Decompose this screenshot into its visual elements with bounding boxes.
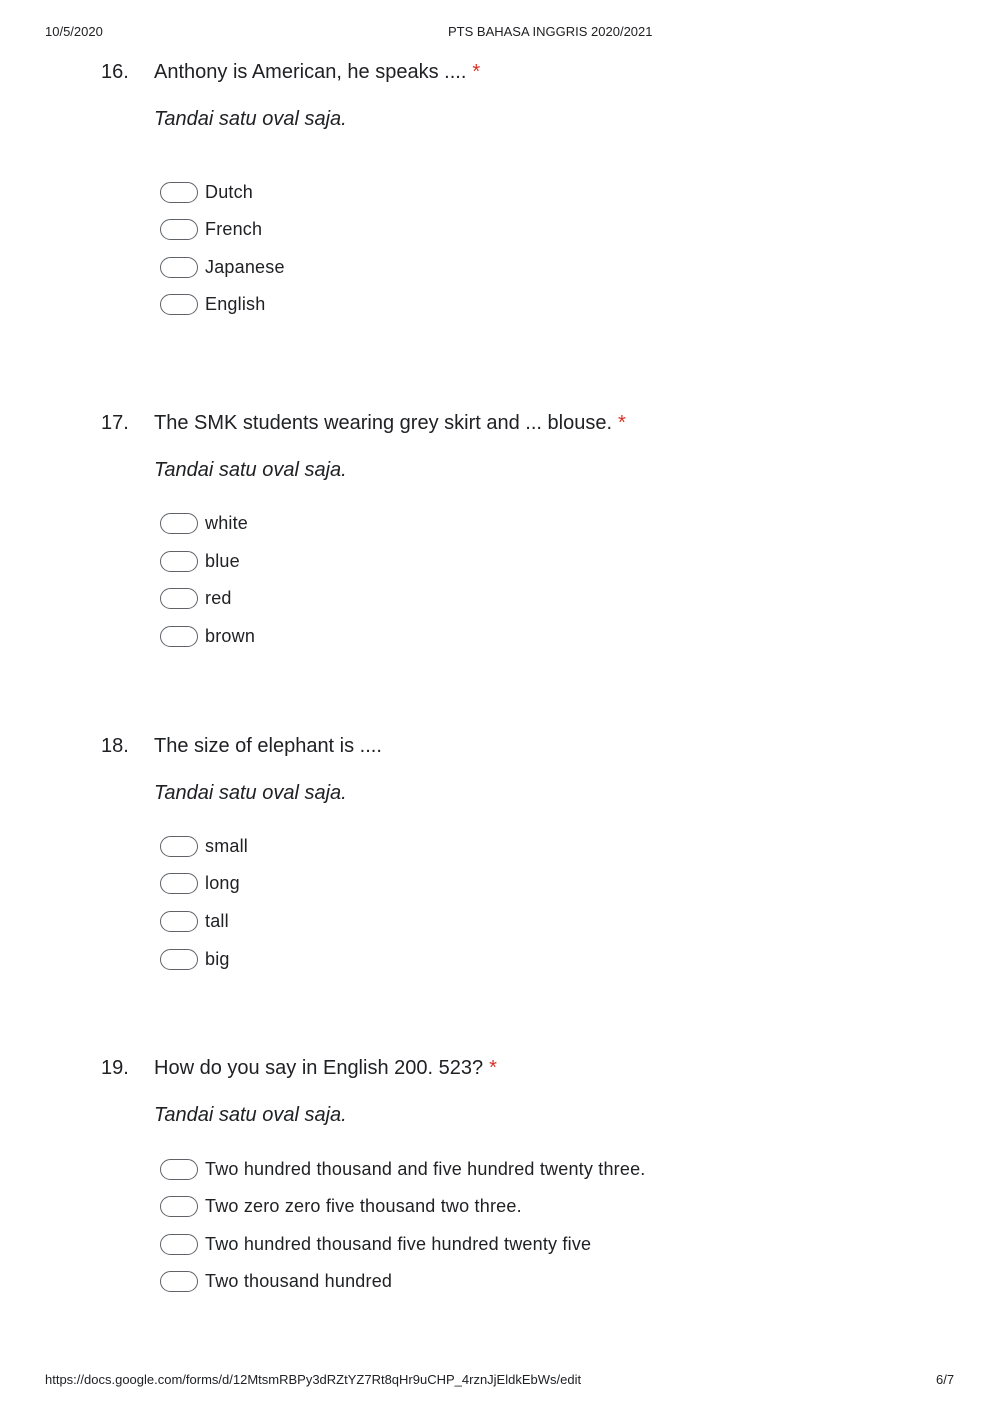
- required-mark: *: [489, 1057, 497, 1079]
- option-japanese[interactable]: [160, 255, 285, 279]
- option-two-zero-zero-five-thousand-two-three[interactable]: [160, 1194, 522, 1218]
- option-label: Dutch: [205, 181, 254, 202]
- option-label: French: [205, 218, 263, 239]
- option-white[interactable]: [160, 511, 248, 535]
- page-number: 6/7: [936, 1372, 955, 1387]
- option-label: Two thousand hundred: [205, 1270, 393, 1291]
- option-two-hundred-thousand-five-hundred-twenty-five[interactable]: [160, 1232, 591, 1256]
- print-date: 10/5/2020: [45, 24, 103, 39]
- radio-oval[interactable]: [160, 257, 198, 278]
- radio-oval[interactable]: [160, 911, 198, 932]
- option-long[interactable]: [160, 871, 240, 895]
- option-french[interactable]: [160, 217, 262, 241]
- radio-oval[interactable]: [160, 1234, 198, 1255]
- required-mark: *: [618, 412, 626, 434]
- radio-oval[interactable]: [160, 626, 198, 647]
- radio-oval[interactable]: [160, 182, 198, 203]
- radio-oval[interactable]: [160, 219, 198, 240]
- question-text: Anthony is American, he speaks .... *: [154, 61, 481, 83]
- option-label: Japanese: [205, 256, 285, 277]
- option-big[interactable]: [160, 947, 230, 971]
- question-text: The size of elephant is ....: [154, 735, 382, 757]
- question-hint: Tandai satu oval saja.: [154, 1104, 347, 1126]
- radio-oval[interactable]: [160, 1159, 198, 1180]
- option-label: Two hundred thousand and five hundred twenty three.: [205, 1158, 646, 1179]
- option-two-hundred-thousand-and-five-hundred-twenty-three[interactable]: [160, 1157, 646, 1181]
- option-label: small: [205, 835, 249, 856]
- document-title: PTS BAHASA INGGRIS 2020/2021: [448, 24, 653, 39]
- option-label: Two zero zero five thousand two three.: [205, 1195, 522, 1216]
- radio-oval[interactable]: [160, 588, 198, 609]
- question-text: The SMK students wearing grey skirt and ... blouse. *: [154, 412, 626, 434]
- option-tall[interactable]: [160, 909, 229, 933]
- option-label: tall: [205, 910, 229, 931]
- option-brown[interactable]: [160, 624, 255, 648]
- question-hint: Tandai satu oval saja.: [154, 782, 347, 804]
- option-small[interactable]: [160, 834, 248, 858]
- question-hint: Tandai satu oval saja.: [154, 108, 347, 130]
- page-url: https://docs.google.com/forms/d/12MtsmRBPy3dRZtYZ7Rt8qHr9uCHP_4rznJjEldkEbWs/edit: [45, 1372, 582, 1387]
- radio-oval[interactable]: [160, 1196, 198, 1217]
- option-label: English: [205, 293, 266, 314]
- question-text: How do you say in English 200. 523? *: [154, 1057, 497, 1079]
- question-number: 17.: [101, 412, 129, 434]
- option-two-thousand-hundred[interactable]: [160, 1269, 392, 1293]
- option-label: blue: [205, 550, 240, 571]
- radio-oval[interactable]: [160, 1271, 198, 1292]
- radio-oval[interactable]: [160, 949, 198, 970]
- option-red[interactable]: [160, 586, 232, 610]
- option-blue[interactable]: [160, 549, 240, 573]
- radio-oval[interactable]: [160, 551, 198, 572]
- required-mark: *: [472, 61, 481, 83]
- option-label: red: [205, 587, 232, 608]
- option-label: brown: [205, 625, 256, 646]
- option-label: big: [205, 948, 230, 969]
- option-english[interactable]: [160, 292, 265, 316]
- question-hint: Tandai satu oval saja.: [154, 459, 347, 481]
- option-label: Two hundred thousand five hundred twenty five: [205, 1233, 592, 1254]
- option-dutch[interactable]: [160, 180, 253, 204]
- question-number: 18.: [101, 735, 129, 757]
- question-number: 16.: [101, 61, 129, 83]
- option-label: long: [205, 872, 240, 893]
- radio-oval[interactable]: [160, 513, 198, 534]
- radio-oval[interactable]: [160, 294, 198, 315]
- radio-oval[interactable]: [160, 873, 198, 894]
- question-number: 19.: [101, 1057, 129, 1079]
- option-label: white: [205, 512, 249, 533]
- radio-oval[interactable]: [160, 836, 198, 857]
